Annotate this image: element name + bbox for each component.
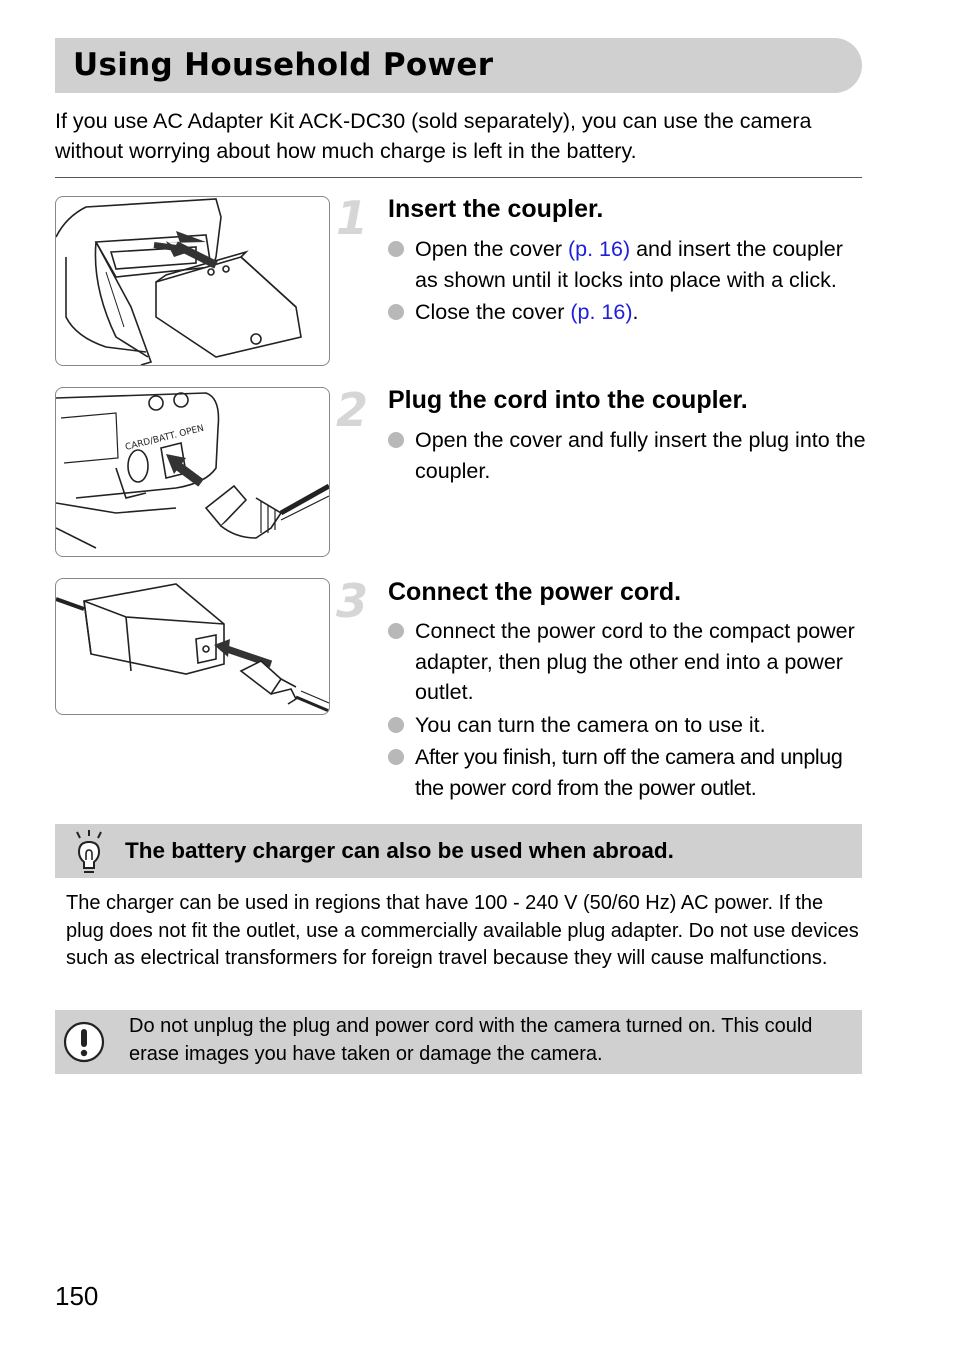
caution-box xyxy=(55,1010,862,1074)
step-title-1: Insert the coupler. xyxy=(388,195,604,223)
divider xyxy=(55,177,862,178)
coupler-insert-illustration xyxy=(55,196,330,366)
page-number: 150 xyxy=(55,1281,99,1311)
step-3-bullets xyxy=(388,616,868,805)
page-title: Using Household Power xyxy=(73,47,494,83)
step-1-bullet-2: Close the cover (p. 16). xyxy=(388,297,868,328)
step-3-bullet-1: Connect the power cord to the compact power adapter, then plug the other end into a power outlet. xyxy=(388,616,868,708)
caution-text: Do not unplug the plug and power cord with the camera turned on. This could erase images you have taken or damage the camera. xyxy=(129,1015,813,1065)
bullet-dot xyxy=(388,432,404,448)
step-2-bullets xyxy=(388,425,868,488)
exclamation-icon xyxy=(63,1021,105,1068)
step-1-bullets xyxy=(388,234,868,330)
bullet-dot xyxy=(388,749,404,765)
step-3-bullet-2: You can turn the camera on to use it. xyxy=(388,710,868,741)
page-title-bar xyxy=(55,38,862,93)
page-reference-link[interactable]: (p. 16) xyxy=(570,300,633,324)
step-number-1: 1 xyxy=(336,191,369,245)
bullet-dot xyxy=(388,623,404,639)
tip-title: The battery charger can also be used when abroad. xyxy=(125,838,674,863)
step-3-bullet-3: After you finish, turn off the camera and unplug the power cord from the power outlet. xyxy=(388,742,868,803)
bullet-dot xyxy=(388,241,404,257)
bullet-dot xyxy=(388,304,404,320)
step-2-bullet-1: Open the cover and fully insert the plug into the coupler. xyxy=(388,425,868,486)
tip-header xyxy=(55,824,862,878)
bullet-dot xyxy=(388,717,404,733)
plug-coupler-illustration xyxy=(55,387,330,557)
power-adapter-illustration xyxy=(55,578,330,715)
tip-body: The charger can be used in regions that have 100 - 240 V (50/60 Hz) AC power. If the plug does not fit the outlet, use a commercially available plug adapter. Do not use devices such as electrical transformers for foreign travel because they will cause malfunctions. xyxy=(66,892,859,969)
page-reference-link[interactable]: (p. 16) xyxy=(567,237,631,261)
card-batt-open-label: CARD/BATT. OPEN xyxy=(124,423,206,453)
intro-text: If you use AC Adapter Kit ACK-DC30 (sold separately), you can use the camera without worrying about how much charge is left in the battery. xyxy=(55,109,812,163)
step-number-2: 2 xyxy=(336,383,369,437)
step-number-3: 3 xyxy=(336,574,369,628)
step-title-2: Plug the cord into the coupler. xyxy=(388,386,748,414)
step-title-3: Connect the power cord. xyxy=(388,578,682,606)
lightbulb-icon xyxy=(71,830,107,879)
step-1-bullet-1: Open the cover (p. 16) and insert the coupler as shown until it locks into place with a click. xyxy=(388,234,868,295)
